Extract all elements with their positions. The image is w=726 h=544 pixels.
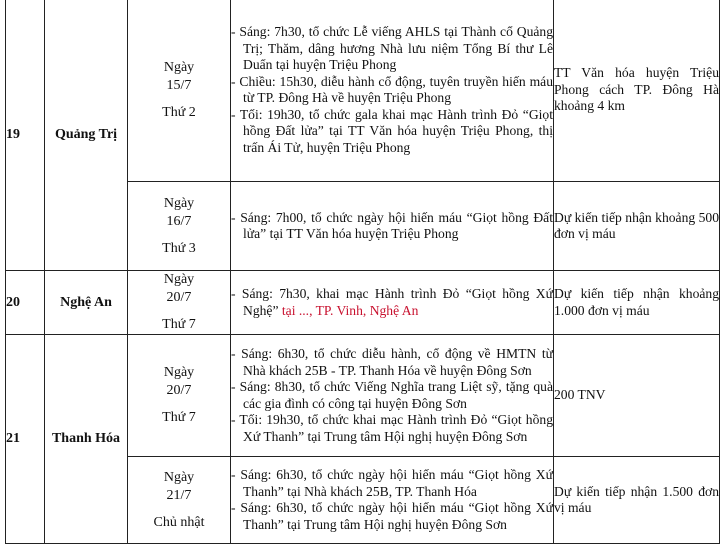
weekday: Thứ 7 [162, 410, 196, 425]
date-label: Ngày [163, 272, 195, 287]
activity-item: - Sáng: 6h30, tổ chức ngày hội hiến máu “Giọt hồng Xứ Thanh” tại Nhà khách 25B, TP. Thanh Hóa [231, 467, 553, 499]
weekday: Thứ 2 [162, 104, 196, 120]
date-value: 20/7 [166, 290, 192, 305]
date-label: Ngày [163, 195, 195, 211]
activity-text: - Sáng: 7h30, khai mạc Hành trình Đỏ “Giọt hồng Xứ Nghệ” [231, 286, 553, 318]
activity-item: - Sáng: 7h00, tổ chức ngày hội hiến máu “Giọt hồng Đất lửa” tại TT Văn hóa huyện Triệu Phong [231, 209, 553, 241]
date-cell [128, 335, 231, 457]
activity-item [231, 286, 553, 319]
date-label: Ngày [163, 365, 195, 380]
province-name: Quảng Trị [45, 0, 128, 271]
activities-cell [231, 335, 554, 457]
date-cell [128, 271, 231, 335]
row-number: 19 [6, 0, 45, 271]
date-label: Ngày [163, 59, 195, 75]
weekday: Thứ 3 [162, 240, 196, 256]
activity-location-placeholder: tại ..., TP. Vinh, Nghệ An [281, 302, 419, 318]
activity-item: - Chiều: 15h30, diễu hành cổ động, tuyên truyền hiến máu từ TP. Đông Hà về huyện Triệu Phong [231, 73, 553, 105]
activity-item: - Sáng: 6h30, tổ chức ngày hội hiến máu “Giọt hồng Xứ Thanh” tại Trung tâm Hội nghị huyện Đông Sơn [231, 500, 553, 532]
note-cell: Dự kiến tiếp nhận khoảng 1.000 đơn vị máu [554, 271, 720, 335]
activities-cell [231, 0, 554, 182]
table-row [6, 0, 720, 182]
table-row [6, 271, 720, 335]
note-cell: 200 TNV [554, 335, 720, 457]
date-value: 20/7 [166, 383, 192, 398]
schedule-table [5, 0, 720, 544]
weekday: Thứ 7 [162, 317, 196, 332]
note-cell: Dự kiến tiếp nhận khoảng 500 đơn vị máu [554, 182, 720, 271]
activity-item: - Tối: 19h30, tổ chức gala khai mạc Hành trình Đỏ “Giọt hồng Đất lửa” tại TT Văn hóa huyện Triệu Phong, thị trấn Ái Tử, huyện Triệu Phong [231, 106, 553, 155]
activity-item: - Sáng: 6h30, tổ chức diễu hành, cổ động về HMTN từ Nhà khách 25B - TP. Thanh Hóa về huyện Đông Sơn [231, 346, 553, 378]
activity-item: - Tối: 19h30, tổ chức khai mạc Hành trình Đỏ “Giọt hồng Xứ Thanh” tại Trung tâm Hội nghị huyện Đông Sơn [231, 412, 553, 444]
row-number: 20 [6, 271, 45, 335]
date-cell [128, 0, 231, 182]
date-value: 16/7 [166, 213, 192, 229]
date-value: 15/7 [166, 77, 192, 93]
note-cell: Dự kiến tiếp nhận 1.500 đơn vị máu [554, 457, 720, 544]
row-number: 21 [6, 335, 45, 544]
date-cell [128, 457, 231, 544]
activity-item: - Sáng: 8h30, tổ chức Viếng Nghĩa trang Liệt sỹ, tặng quà các gia đình có công tại huyện Đông Sơn [231, 379, 553, 411]
note-cell: TT Văn hóa huyện Triệu Phong cách TP. Đông Hà khoảng 4 km [554, 0, 720, 182]
table-row [6, 335, 720, 457]
activities-cell [231, 182, 554, 271]
date-value: 21/7 [166, 487, 192, 503]
weekday: Chủ nhật [153, 514, 205, 530]
date-label: Ngày [163, 469, 195, 485]
activity-item: - Sáng: 7h30, tổ chức Lễ viếng AHLS tại Thành cổ Quảng Trị; Thăm, dâng hương Nhà lưu niệm Tổng Bí thư Lê Duẩn tại huyện Triệu Phong [231, 24, 553, 72]
activities-cell [231, 457, 554, 544]
activities-cell [231, 271, 554, 335]
province-name: Nghệ An [45, 271, 128, 335]
date-cell [128, 182, 231, 271]
province-name: Thanh Hóa [45, 335, 128, 544]
